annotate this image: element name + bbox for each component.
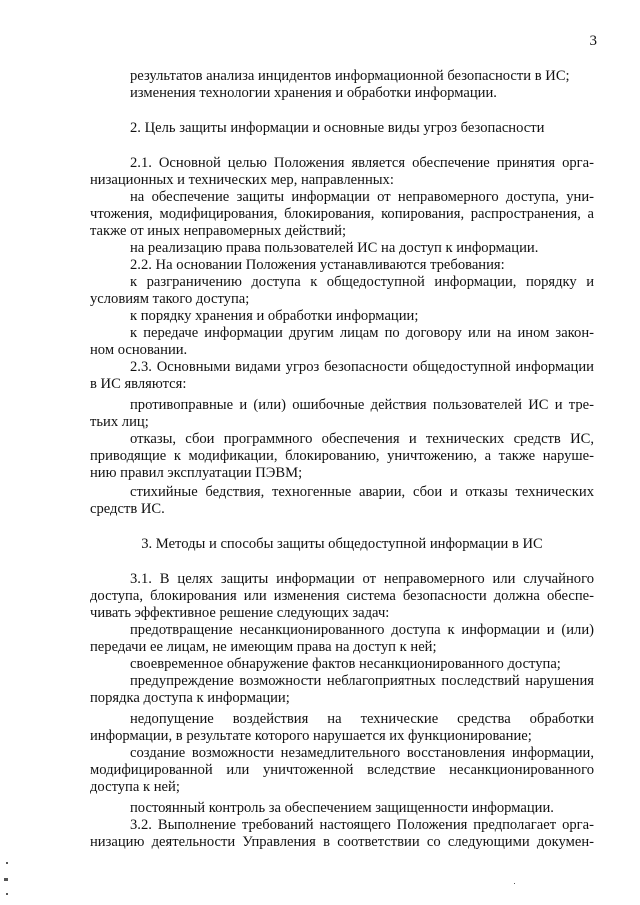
text-line: своевременное обнаружение фактов несанкционированного доступа; xyxy=(130,656,561,672)
text-line: приводящие к модификации, блокированию, уничтожению, а также наруше- xyxy=(90,448,594,464)
text-line: чтожения, модифицирования, блокирования, копирования, распространения, а xyxy=(90,206,594,222)
text-line: чивать эффективное решение следующих задач: xyxy=(90,605,390,621)
scan-speck xyxy=(514,883,515,884)
text-line: также от иных неправомерных действий; xyxy=(90,223,347,239)
text-line: противоправные и (или) ошибочные действия пользователей ИС и тре- xyxy=(130,397,594,413)
text-line: 3.2. Выполнение требований настоящего Положения предполагает орга- xyxy=(130,817,594,833)
text-line: доступа к ней; xyxy=(90,779,180,795)
text-line: постоянный контроль за обеспечением защищенности информации. xyxy=(130,800,554,816)
scan-speck xyxy=(6,893,8,895)
text-line: средств ИС. xyxy=(90,501,165,517)
text-line: предупреждение возможности неблагоприятных последствий нарушения xyxy=(130,673,594,689)
text-line: недопущение воздействия на технические средства обработки xyxy=(130,711,594,727)
text-line: создание возможности незамедлительного восстановления информации, xyxy=(130,745,594,761)
text-line: информации, в результате которого нарушается их функционирование; xyxy=(90,728,532,744)
text-line: нию правил эксплуатации ПЭВМ; xyxy=(90,465,303,481)
text-line: 2. Цель защиты информации и основные виды угроз безопасности xyxy=(130,120,545,136)
text-line: отказы, сбои программного обеспечения и технических средств ИС, xyxy=(130,431,594,447)
text-line: низацию деятельности Управления в соответствии со следующими докумен- xyxy=(90,834,594,850)
page-number: 3 xyxy=(589,33,597,49)
text-line: на обеспечение защиты информации от неправомерного доступа, уни- xyxy=(130,189,594,205)
text-line: к порядку хранения и обработки информации; xyxy=(130,308,419,324)
text-line: предотвращение несанкционированного доступа к информации и (или) xyxy=(130,622,594,638)
text-line: к разграничению доступа к общедоступной информации, порядку и xyxy=(130,274,594,290)
text-line: модифицированной или уничтоженной вследствие несанкционированного xyxy=(90,762,594,778)
scan-speck xyxy=(6,862,8,864)
text-line: порядка доступа к информации; xyxy=(90,690,290,706)
scan-speck xyxy=(4,878,8,881)
text-line: к передаче информации другим лицам по договору или на ином закон- xyxy=(130,325,594,341)
text-line: тьих лиц; xyxy=(90,414,149,430)
text-line: в ИС являются: xyxy=(90,376,187,392)
text-line: 3.1. В целях защиты информации от неправомерного или случайного xyxy=(130,571,594,587)
text-line: низационных и технических мер, направленных: xyxy=(90,172,394,188)
text-line: результатов анализа инцидентов информационной безопасности в ИС; xyxy=(130,68,570,84)
text-line: условиям такого доступа; xyxy=(90,291,250,307)
text-line: 2.1. Основной целью Положения является обеспечение принятия орга- xyxy=(130,155,594,171)
text-line: ном основании. xyxy=(90,342,188,358)
text-line: изменения технологии хранения и обработки информации. xyxy=(130,85,497,101)
text-line: 3. Методы и способы защиты общедоступной информации в ИС xyxy=(141,536,543,552)
text-line: стихийные бедствия, техногенные аварии, сбои и отказы технических xyxy=(130,484,594,500)
text-line: доступа, блокирования или изменения система безопасности должна обеспе- xyxy=(90,588,594,604)
text-line: 2.2. На основании Положения устанавливаются требования: xyxy=(130,257,505,273)
text-line: на реализацию права пользователей ИС на доступ к информации. xyxy=(130,240,539,256)
text-line: 2.3. Основными видами угроз безопасности общедоступной информации xyxy=(130,359,594,375)
text-line: передачи ее лицам, не имеющим права на доступ к ней; xyxy=(90,639,437,655)
